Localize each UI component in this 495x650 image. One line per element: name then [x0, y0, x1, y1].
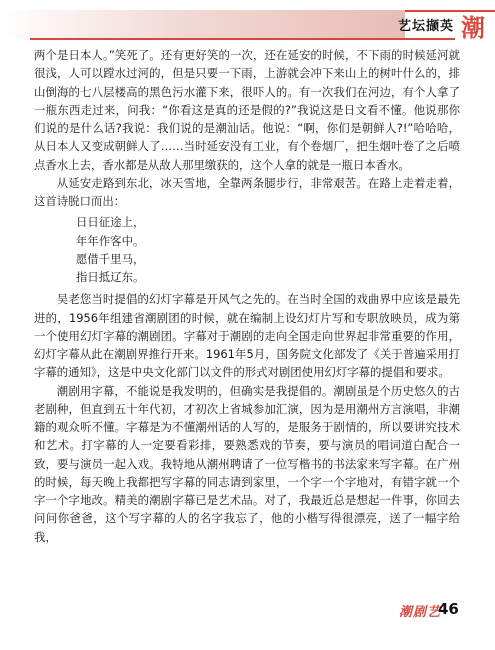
- poem-line: 年年作客中。: [76, 233, 145, 248]
- paragraph: 潮剧用字幕，不能说是我发明的，但确实是我提倡的。潮剧虽是个历史悠久的古老剧种，但直到五十年代初，才初次上省城参加汇演，因为是用潮州方言演唱，非潮籍的观众听不懂。字幕是为不懂潮州话的人写的，是服务于剧情的，所以要讲究技术和艺术。打字幕的人一定要看彩排，要熟悉戏的节奏，要与演员的唱词道白配合一致，要与演员一起入戏。我特地从潮州聘请了一位写楷书的书法家来写字幕。在广州的时候，每天晚上我都把写字幕的同志请到家里，一个字一个字地对，有错字就一个字一个字地改。精美的潮剧字幕已是艺术品。对了，我最近总是想起一件事，你回去问问你爸爸，这个写字幕的人的名字我忘了，他的小楷写得很漂亮，送了一幅字给我，: [34, 383, 460, 544]
- page-number: 46: [438, 600, 459, 618]
- header-bottom-rule: [30, 38, 455, 40]
- magazine-logo: 潮剧艺: [399, 605, 442, 620]
- section-title: 艺坛撷英: [398, 19, 455, 34]
- article-body: [34, 46, 460, 546]
- paragraph: 两个是日本人。”笑死了。还有更好笑的一次，还在延安的时候，不下雨的时候延河就很浅，人可以蹚水过河的，但是只要一下雨，上游就会冲下来山上的树叶什么的，排山倒海的七八层楼高的黑色污水灌下来，很吓人的。有一次我们在河边，有个人拿了一瓶东西走过来，问我：“你看这是真的还是假的?”我说这是日文看不懂。他说那你们说的是什么话?我说：我们说的是潮汕话。他说：“啊，你们是朝鲜人?!”哈哈哈，从日本人又变成朝鲜人了……当时延安没有工业，有个卷烟厂，把生烟叶卷了之后喷点香水上去，香水都是从敌人那里缴获的，这个人拿的就是一瓶日本香水。: [34, 48, 460, 172]
- paragraph: 吴老您当时提倡的幻灯字幕是开风气之先的。在当时全国的戏曲界中应该是最先进的，1956年组建省潮剧团的时候，就在编制上设幻灯片写和专职放映员，成为第一个使用幻灯字幕的潮剧团。字幕对于潮剧的走向全国走向世界起非常重要的作用，幻灯字幕从此在潮剧界推行开来。1961年5月，国务院文化部发了《关于普遍采用打字幕的通知》，这是中央文化部门以文件的形式对剧团使用幻灯字幕的提倡和要求。: [34, 292, 460, 380]
- paragraph: 从延安走路到东北，冰天雪地，全靠两条腿步行，非常艰苦。在路上走着走着，这首诗脱口而出：: [34, 175, 460, 208]
- poem: [34, 213, 460, 286]
- poem-line: 日日征途上，: [76, 215, 145, 230]
- poem-line: 指日抵辽东。: [76, 270, 145, 285]
- header-band: [0, 10, 405, 38]
- seal-icon: 潮: [461, 13, 485, 42]
- poem-line: 愿借千里马，: [76, 251, 145, 266]
